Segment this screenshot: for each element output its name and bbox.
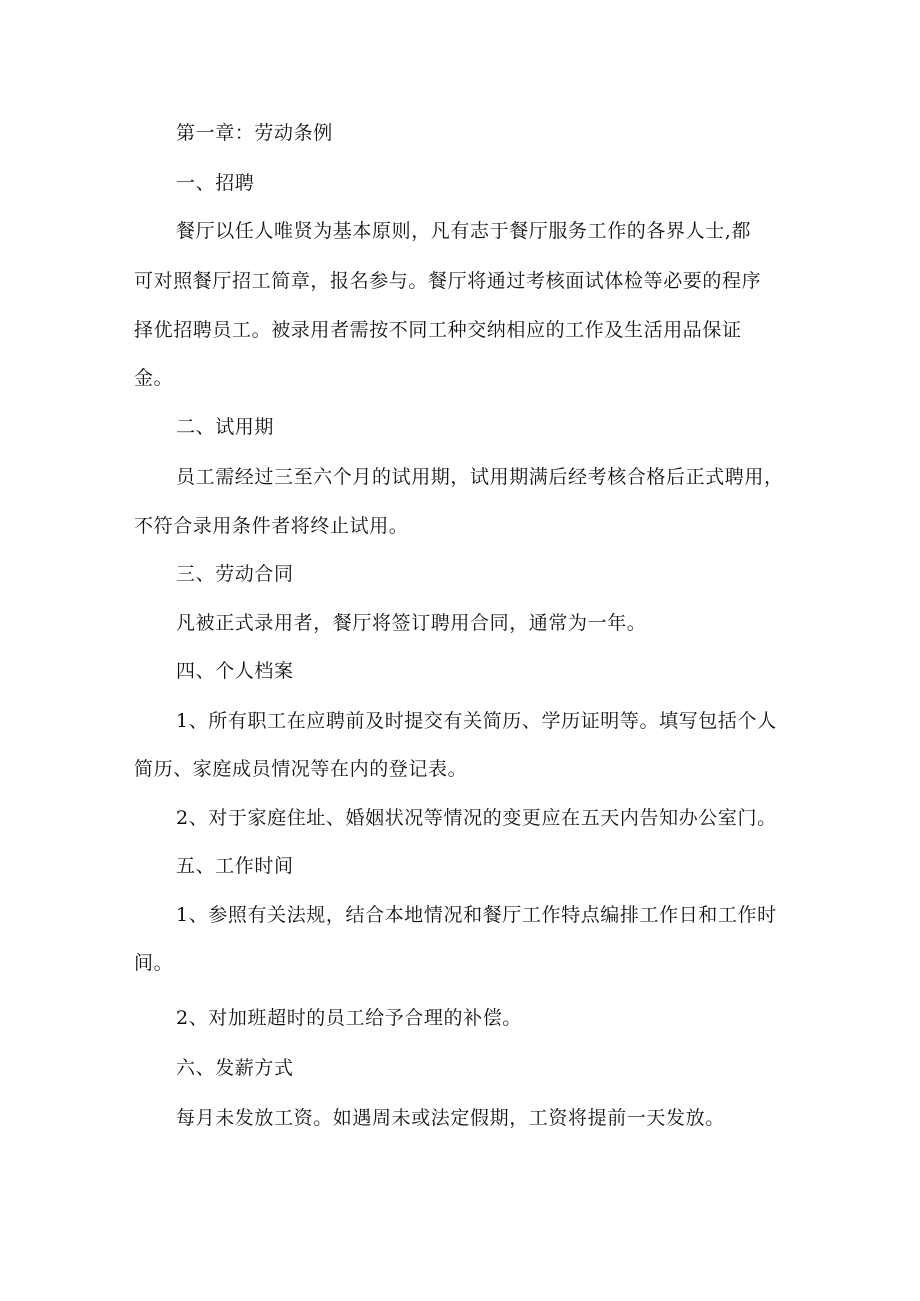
paragraph-line: 可对照餐厅招工简章，报名参与。餐厅将通过考核面试体检等必要的程序 bbox=[134, 270, 762, 292]
paragraph-line: 员工需经过三至六个月的试用期，试用期满后经考核合格后正式聘用， bbox=[176, 466, 784, 488]
section-heading-labor-contract: 三、劳动合同 bbox=[176, 563, 294, 585]
paragraph-line: 金。 bbox=[134, 367, 174, 389]
section-heading-probation: 二、试用期 bbox=[176, 416, 275, 438]
section-heading-recruitment: 一、招聘 bbox=[176, 172, 255, 194]
paragraph-line: 每月未发放工资。如遇周未或法定假期，工资将提前一天发放。 bbox=[176, 1107, 725, 1129]
paragraph-line: 间。 bbox=[134, 952, 174, 974]
paragraph-line: 餐厅以任人唯贤为基本原则，凡有志于餐厅服务工作的各界人士,都 bbox=[176, 220, 752, 242]
paragraph-line: 1、参照有关法规，结合本地情况和餐厅工作特点编排工作日和工作时 bbox=[176, 904, 777, 926]
section-heading-payroll: 六、发薪方式 bbox=[176, 1057, 294, 1079]
paragraph-line: 不符合录用条件者将终止试用。 bbox=[134, 515, 409, 537]
paragraph-line: 择优招聘员工。被录用者需按不同工种交纳相应的工作及生活用品保证 bbox=[134, 319, 742, 341]
section-heading-personal-file: 四、个人档案 bbox=[176, 660, 294, 682]
section-heading-working-hours: 五、工作时间 bbox=[176, 855, 294, 877]
paragraph-line: 2、对加班超时的员工给予合理的补偿。 bbox=[176, 1007, 522, 1029]
paragraph-line: 凡被正式录用者，餐厅将签订聘用合同，通常为一年。 bbox=[176, 612, 647, 634]
paragraph-line: 简历、家庭成员情况等在内的登记表。 bbox=[134, 758, 468, 780]
chapter-title: 第一章：劳动条例 bbox=[176, 122, 333, 144]
paragraph-line: 2、对于家庭住址、婚姻状况等情况的变更应在五天内告知办公室门。 bbox=[176, 807, 777, 829]
paragraph-line: 1、所有职工在应聘前及时提交有关简历、学历证明等。填写包括个人 bbox=[176, 710, 777, 732]
